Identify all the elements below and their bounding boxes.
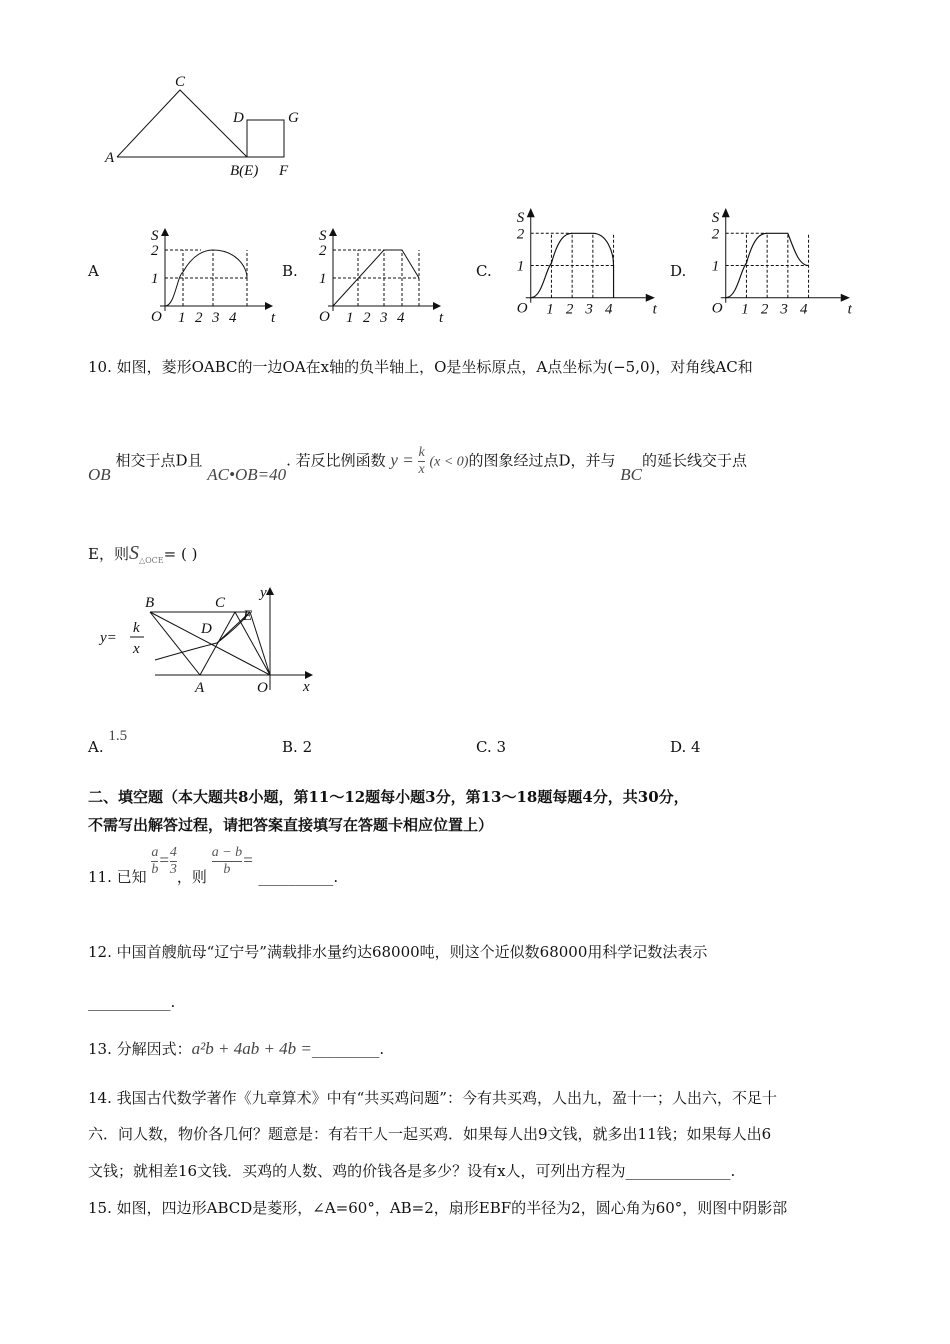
axis-label: 3	[780, 301, 788, 318]
equals: =	[158, 850, 170, 870]
axis-label: 1	[319, 271, 327, 287]
fig-label-c: C	[215, 595, 226, 611]
axis-label: S	[151, 228, 159, 244]
q10-option-3[interactable]	[670, 738, 701, 756]
fig-label-x: x	[303, 679, 310, 695]
axis-label: t	[652, 301, 657, 318]
axis-label: 3	[212, 310, 220, 326]
q11-text: 11. 已知	[88, 867, 147, 886]
q13-text: 13. 分解因式：	[88, 1040, 192, 1058]
denominator: b	[151, 862, 159, 877]
axis-label: S	[319, 228, 327, 244]
axis-label: 4	[604, 301, 613, 318]
section2-heading-line1: 二、填空题（本大题共8小题，第11～12题每小题3分，第13～18题每题4分，共30分，	[88, 788, 689, 806]
numerator: 4	[169, 845, 177, 860]
q12-line1: 12. 中国首艘航母“辽宁号”满载排水量约达68000吨，则这个近似数68000用科学记数法表示	[88, 943, 708, 961]
fig-label-o: O	[257, 680, 268, 696]
q10-option-2[interactable]	[476, 738, 506, 756]
q9-option-2[interactable]: C.	[476, 262, 492, 280]
q10-line1: 10. 如图，菱形OABC的一边OA在x轴的负半轴上，O是坐标原点，A点坐标为(−5,0)，对角线AC和	[88, 358, 753, 376]
axis-label: O	[319, 309, 330, 325]
fig-func: y=	[100, 630, 117, 646]
axis-label: 2	[195, 310, 203, 326]
denominator: 3	[169, 862, 177, 877]
q10-text: = ( )	[163, 545, 198, 563]
q10-text: 的图象经过点D，并与	[468, 451, 616, 470]
fig-label-d: D	[201, 621, 212, 637]
s-t-graph	[308, 228, 444, 328]
q9-option-3[interactable]: D.	[670, 262, 687, 280]
q10-option-0[interactable]	[88, 728, 128, 757]
axis-label: 2	[565, 301, 574, 318]
fig-label-c: C	[175, 74, 186, 90]
axis-label: 1	[151, 271, 159, 287]
axis-label: O	[151, 309, 162, 325]
fig-label-d: D	[233, 110, 244, 126]
axis-label: 2	[151, 243, 159, 259]
q12-blank[interactable]: ___________.	[88, 993, 176, 1011]
axis-label: 2	[516, 226, 525, 243]
q9-option-1[interactable]: B.	[282, 262, 298, 280]
axis-label: 4	[799, 301, 808, 318]
q10-fraction	[418, 445, 424, 478]
s-t-graph	[140, 228, 276, 328]
q15-line1: 15. 如图，四边形ABCD是菱形，∠A=60°，AB=2，扇形EBF的半径为2，圆心角为60°，则图中阴影部	[88, 1199, 788, 1217]
axis-label: 3	[585, 301, 593, 318]
option-label: D.	[670, 738, 687, 756]
numerator: k	[418, 445, 425, 460]
q11	[88, 845, 339, 886]
axis-label: t	[847, 301, 852, 318]
option-value: 1.5	[108, 728, 128, 744]
axis-label: 2	[363, 310, 371, 326]
axis-label: 1	[178, 310, 186, 326]
q10-text: 相交于点D且	[115, 451, 203, 470]
q10-text: 的延长线交于点	[642, 451, 748, 470]
q13-expression: a²b + 4ab + 4b =	[191, 1039, 312, 1058]
q10-func: y =	[390, 450, 414, 470]
fig-func-k: k	[133, 620, 140, 636]
q10-text: . 若反比例函数	[286, 451, 386, 470]
area-s: S	[128, 542, 139, 564]
q13	[88, 1038, 384, 1059]
q14-line2: 六．问人数，物价各几何？题意是：有若干人一起买鸡．如果每人出9文钱，就多出11钱；如果每人出6	[88, 1125, 772, 1143]
q10-line2	[88, 445, 748, 484]
axis-label: S	[711, 209, 720, 226]
fig-label-f: F	[279, 163, 289, 179]
denominator: b	[223, 862, 231, 877]
option-value: 3	[496, 738, 507, 756]
denominator: x	[418, 462, 425, 477]
axis-label: 1	[546, 301, 554, 318]
q10-bc: BC	[620, 464, 643, 484]
frac-4-3	[170, 845, 177, 878]
axis-label: 4	[229, 310, 237, 326]
frac-amb-b	[212, 845, 242, 878]
q10-figure	[100, 585, 320, 700]
q11-text: ，则	[176, 867, 207, 886]
axis-label: t	[271, 310, 276, 326]
fig-label-y: y	[260, 585, 267, 601]
axis-label: 2	[319, 243, 327, 259]
option-label: B.	[282, 738, 298, 756]
fig-label-b: B(E)	[230, 163, 259, 179]
option-label: A.	[88, 738, 104, 756]
axis-label: S	[516, 209, 525, 226]
axis-label: O	[711, 300, 723, 317]
numerator: a − b	[211, 845, 243, 860]
q10-text: E，则	[88, 545, 129, 563]
fig-label-e: E	[243, 608, 253, 624]
answer-blank[interactable]: _________.	[311, 1040, 385, 1058]
q10-line3	[88, 542, 197, 565]
q10-ob: OB	[88, 464, 111, 484]
fig-label-b: B	[145, 595, 155, 611]
q9-figure	[95, 70, 315, 185]
option-label: C.	[476, 738, 492, 756]
axis-label: 1	[346, 310, 354, 326]
axis-label: 4	[397, 310, 405, 326]
fig-func-x: x	[133, 641, 140, 657]
axis-label: 1	[711, 258, 720, 275]
axis-label: 1	[516, 258, 525, 275]
q10-product: AC•OB=40	[207, 464, 287, 484]
fig-label-g: G	[288, 110, 299, 126]
q9-option-0[interactable]: A	[88, 262, 99, 280]
axis-label: O	[516, 300, 528, 317]
answer-blank[interactable]: __________.	[258, 867, 339, 886]
numerator: a	[151, 845, 159, 860]
axis-label: t	[439, 310, 444, 326]
fig-label-a: A	[195, 680, 205, 696]
area-sub: △OCE	[138, 556, 164, 565]
q10-domain: (x < 0)	[429, 454, 469, 470]
s-t-graph	[502, 208, 657, 323]
option-value: 4	[691, 738, 701, 756]
q10-option-1[interactable]	[282, 738, 312, 756]
section2-heading-line2: 不需写出解答过程，请把答案直接填写在答题卡相应位置上）	[88, 816, 494, 834]
option-value: 2	[302, 738, 313, 756]
fig-label-a: A	[105, 150, 115, 166]
s-t-graph	[697, 208, 852, 323]
equals: =	[242, 850, 254, 870]
axis-label: 3	[380, 310, 388, 326]
axis-label: 2	[711, 226, 720, 243]
axis-label: 2	[760, 301, 769, 318]
axis-label: 1	[741, 301, 749, 318]
q14-line3: 文钱；就相差16文钱．买鸡的人数、鸡的价钱各是多少？设有x人，可列出方程为______________.	[88, 1162, 736, 1180]
q14-line1: 14. 我国古代数学著作《九章算术》中有“共买鸡问题”：今有共买鸡，人出九，盈十一；人出六，不足十	[88, 1089, 777, 1107]
